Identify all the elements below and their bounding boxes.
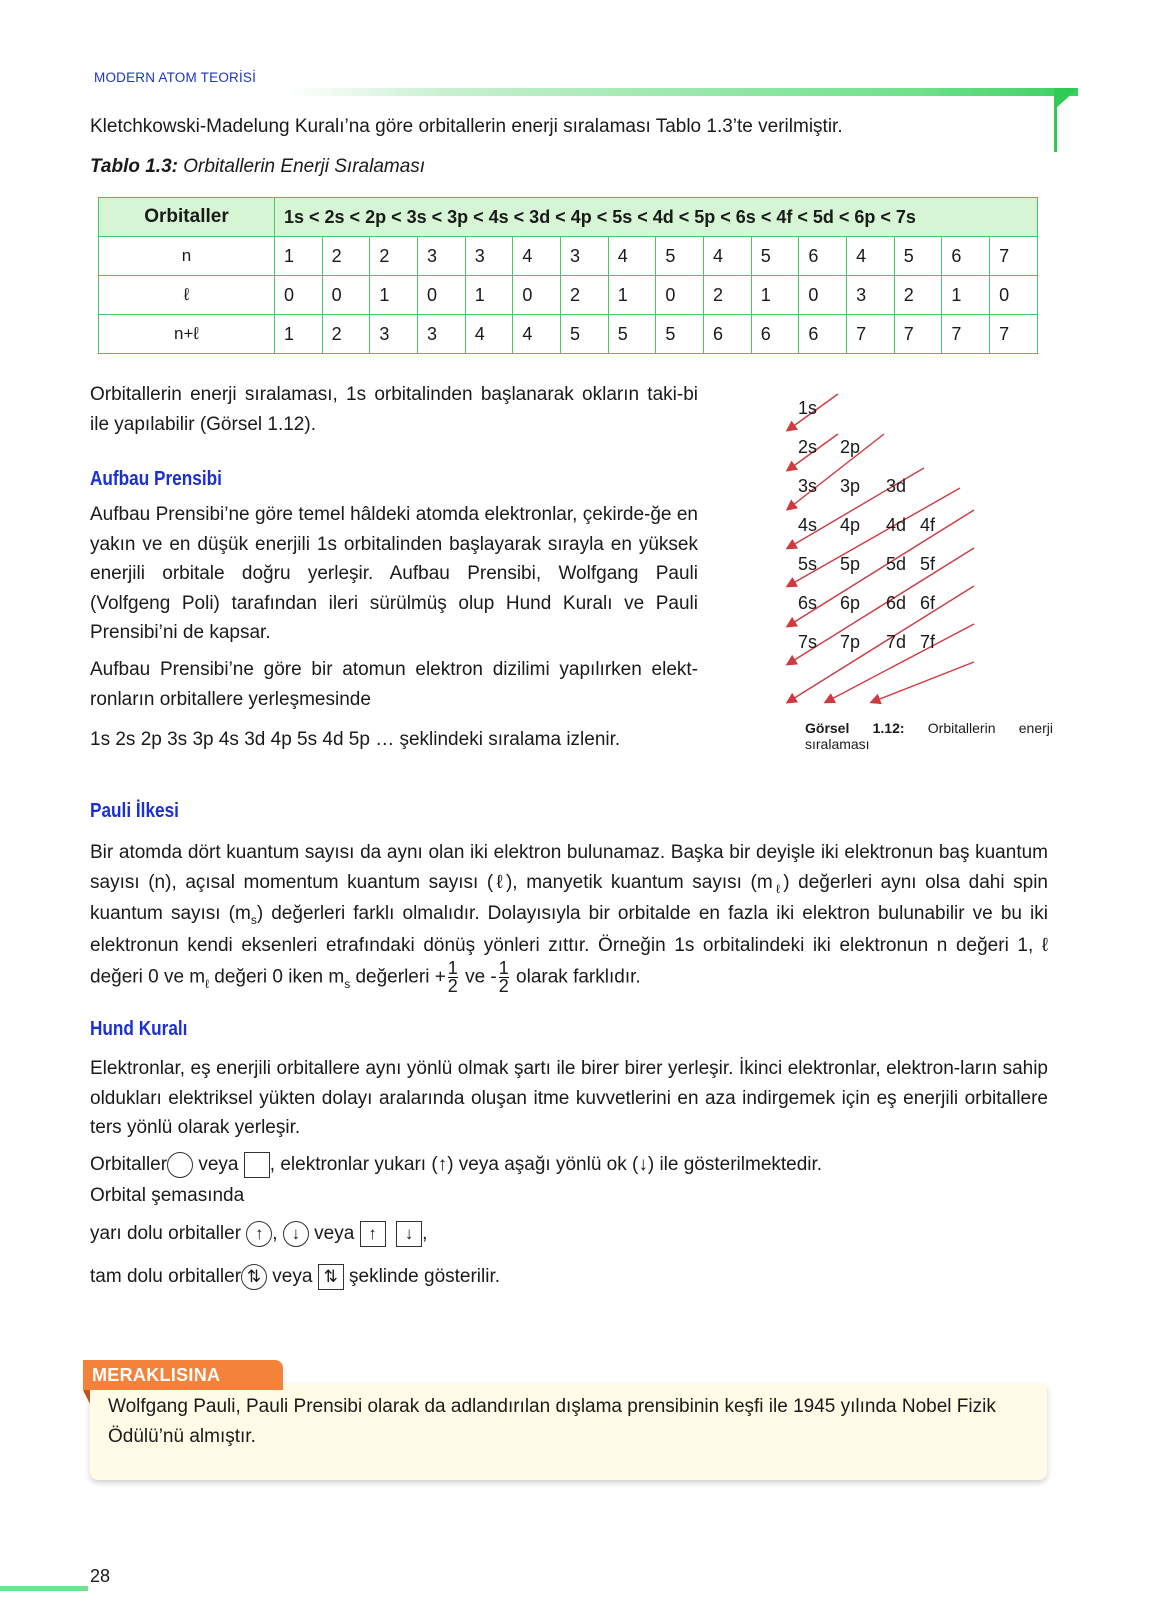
table-cell: 0 — [275, 276, 323, 315]
table-header-label: Orbitaller — [99, 198, 275, 237]
orbital-label: 3p — [840, 476, 861, 496]
table-cell: 3 — [418, 237, 466, 276]
half-filled-line: yarı dolu orbitaller ↑ , ↓ veya ↑ ↓ , — [90, 1219, 427, 1249]
aufbau-heading: Aufbau Prensibi — [90, 468, 222, 490]
table-cell: 3 — [847, 276, 895, 315]
footer-bar — [0, 1586, 88, 1591]
orbital-label: 6s — [798, 593, 818, 613]
hund-heading: Hund Kuralı — [90, 1018, 188, 1040]
table-cell: 7 — [990, 237, 1038, 276]
aufbau-paragraph-2: Aufbau Prensibi’ne göre bir atomun elektron dizilimi yapılırken elekt-ronların orbitallere yerleşmesinde — [90, 659, 698, 710]
meraklisina-text: Wolfgang Pauli, Pauli Prensibi olarak da adlandırılan dışlama prensibinin keşfi ile 1945 yılında Nobel Fizik Ödülü’nü almıştır. — [108, 1396, 996, 1447]
full-filled-line: tam dolu orbitaller ⇅ veya ⇅ şeklinde gösterilir. — [90, 1262, 500, 1292]
table-cell: 6 — [704, 315, 752, 354]
header-flag — [1054, 88, 1078, 110]
table-cell: 4 — [465, 315, 513, 354]
figure-caption-text: Orbitallerin enerji sıralaması — [805, 720, 1053, 752]
table-cell: 4 — [847, 237, 895, 276]
full-filled-circle-icon: ⇅ — [241, 1264, 267, 1290]
square-orbital-icon — [244, 1152, 270, 1178]
orbital-label: 4p — [840, 515, 861, 535]
table-cell: 7 — [942, 315, 990, 354]
running-header: MODERN ATOM TEORİSİ — [94, 70, 257, 85]
orbital-label: 6p — [840, 593, 861, 613]
down-arrow-icon: ↓ — [638, 1154, 648, 1175]
header-corner-line — [1054, 88, 1057, 152]
table-cell: 1 — [465, 276, 513, 315]
table-cell: 5 — [894, 237, 942, 276]
half-filled-circle-up-icon: ↑ — [246, 1221, 272, 1247]
intro-text: Kletchkowski-Madelung Kuralı’na göre orbitallerin enerji sıralaması Tablo 1.3’te verilmiştir. — [90, 116, 843, 137]
table-row-label: n — [99, 237, 275, 276]
table-cell: 7 — [847, 315, 895, 354]
half-filled-square-up-icon: ↑ — [360, 1221, 386, 1247]
table-cell: 5 — [656, 315, 704, 354]
hund-paragraph: Elektronlar, eş enerjili orbitallere aynı yönlü olmak şartı ile birer birer yerleşir. İkinci elektronlar, elektron-ların sahip oldukları elektriksel yükten dolayı aralarında oluşan itme kuvvetlerini en aza indirgemek için eş enerjili orbitallere ters yönlü olarak yerleşir. — [90, 1058, 1048, 1138]
table-cell: 6 — [799, 237, 847, 276]
orbital-label: 2s — [798, 437, 818, 457]
header-gradient-bar — [288, 88, 1078, 96]
orbital-label: 5d — [886, 554, 907, 574]
orbital-label: 7d — [886, 632, 907, 652]
diagonal-arrow — [872, 662, 974, 702]
table-cell: 2 — [370, 237, 418, 276]
table-cell: 2 — [704, 276, 752, 315]
table-cell: 7 — [894, 315, 942, 354]
orbital-label: 5s — [798, 554, 818, 574]
orbital-label: 5p — [840, 554, 861, 574]
table-cell: 7 — [990, 315, 1038, 354]
page-number: 28 — [90, 1566, 111, 1586]
full-filled-square-icon: ⇅ — [318, 1264, 344, 1290]
table-row-label: n+ℓ — [99, 315, 275, 354]
table-cell: 5 — [608, 315, 656, 354]
orbital-label: 3d — [886, 476, 907, 496]
table-cell: 1 — [942, 276, 990, 315]
fraction-minus-half: $\frac{1}{2}$ — [498, 958, 509, 996]
table-header-order: 1s < 2s < 2p < 3s < 3p < 4s < 3d < 4p < 5s < 4d < 5p < 6s < 4f < 5d < 6p < 7s — [275, 198, 1038, 237]
orbital-label: 7f — [920, 632, 936, 652]
table-cell: 4 — [513, 315, 561, 354]
table-cell: 0 — [322, 276, 370, 315]
table-cell: 4 — [704, 237, 752, 276]
table-cell: 5 — [656, 237, 704, 276]
table-cell: 2 — [561, 276, 609, 315]
table-cell: 2 — [322, 237, 370, 276]
table-cell: 2 — [894, 276, 942, 315]
figure-caption — [805, 720, 1053, 752]
table-cell: 6 — [799, 315, 847, 354]
pauli-paragraph: Bir atomda dört kuantum sayısı da aynı olan iki elektron bulunamaz. Başka bir deyişle iki elektronun baş kuantum sayısı (n), açısal momentum kuantum sayısı (ℓ), manyetik kuantum sayısı $(m_\ell)$ değerleri aynı olsa dahi spin kuantum sayısı $(m_s)$ değerleri farklı olmalıdır. Dolayısıyla bir orbitalde en fazla iki elektron bulunabilir ve bu iki elektronun kendi eksenleri etrafındaki dönüş yönleri zıttır. Örneğin 1s orbitalindeki iki elektronun n değeri 1, ℓ değeri 0 ve $m_\ell$ değeri 0 iken $m_s$ değerleri + $\frac{1}{2}$ ve - $\frac{1}{2}$ olarak farklıdır. — [90, 842, 1048, 996]
fraction-plus-half: $\frac{1}{2}$ — [447, 958, 458, 996]
table-cell: 3 — [370, 315, 418, 354]
orbital-label: 5f — [920, 554, 936, 574]
table-row — [99, 276, 1038, 315]
orbital-label: 4d — [886, 515, 907, 535]
table-cell: 1 — [370, 276, 418, 315]
pauli-heading: Pauli İlkesi — [90, 800, 179, 822]
table-cell: 3 — [561, 237, 609, 276]
orbital-label: 3s — [798, 476, 818, 496]
table-cell: 3 — [418, 315, 466, 354]
hund-schema-line: Orbital şemasında — [90, 1185, 245, 1206]
table-cell: 3 — [465, 237, 513, 276]
table-cell: 0 — [513, 276, 561, 315]
table-cell: 0 — [418, 276, 466, 315]
orbital-label: 6d — [886, 593, 907, 613]
orbital-label: 4s — [798, 515, 818, 535]
table-cell: 4 — [608, 237, 656, 276]
table-cell: 1 — [751, 276, 799, 315]
table-row — [99, 237, 1038, 276]
table-cell: 0 — [656, 276, 704, 315]
table-cell: 5 — [751, 237, 799, 276]
table-row-label: ℓ — [99, 276, 275, 315]
meraklisina-tab-fold — [83, 1390, 90, 1404]
hund-orbital-symbols-line: Orbitaller veya , elektronlar yukarı (↑) veya aşağı yönlü ok (↓) ile gösterilmektedir. — [90, 1150, 1048, 1180]
table-cell: 0 — [799, 276, 847, 315]
half-filled-square-down-icon: ↓ — [396, 1221, 422, 1247]
table-cell: 2 — [322, 315, 370, 354]
orbital-label: 1s — [798, 398, 818, 418]
table-caption — [90, 152, 425, 182]
table-cell: 1 — [608, 276, 656, 315]
orbital-label: 4f — [920, 515, 936, 535]
aufbau-paragraph-3: 1s 2s 2p 3s 3p 4s 3d 4p 5s 4d 5p … şeklindeki sıralama izlenir. — [90, 729, 621, 750]
orbital-label: 2p — [840, 437, 861, 457]
meraklisina-title: MERAKLISINA — [92, 1365, 221, 1385]
table-caption-label: Tablo 1.3: — [90, 156, 178, 177]
half-filled-circle-down-icon: ↓ — [283, 1221, 309, 1247]
table-cell: 4 — [513, 237, 561, 276]
table-cell: 1 — [275, 237, 323, 276]
orbital-label: 7s — [798, 632, 818, 652]
orbital-order-diagram — [780, 390, 1050, 710]
orbital-label: 6f — [920, 593, 936, 613]
orbital-energy-table — [98, 197, 1038, 354]
orbital-label: 7p — [840, 632, 861, 652]
table-caption-text: Orbitallerin Enerji Sıralaması — [177, 156, 426, 177]
table-row — [99, 315, 1038, 354]
aufbau-paragraph-1: Aufbau Prensibi’ne göre temel hâldeki atomda elektronlar, çekirde-ğe en yakın ve en düşük enerjili 1s orbitalinden başlayarak sırayla en yüksek enerjili orbitale doğru yerleşir. Aufbau Prensibi, Wolfgang Pauli (Volfgeng Poli) tarafından ileri sürülmüş olup Hund Kuralı ve Pauli Prensibi’ni de kapsar. — [90, 504, 698, 643]
table-cell: 6 — [942, 237, 990, 276]
table-cell: 0 — [990, 276, 1038, 315]
table-header-row — [99, 198, 1038, 237]
energy-order-paragraph: Orbitallerin enerji sıralaması, 1s orbitalinden başlanarak okların taki-bi ile yapılabilir (Görsel 1.12). — [90, 384, 698, 435]
circle-orbital-icon — [167, 1152, 193, 1178]
table-cell: 6 — [751, 315, 799, 354]
table-body — [99, 237, 1038, 354]
figure-caption-label: Görsel 1.12: — [805, 720, 905, 736]
up-arrow-icon: ↑ — [437, 1154, 448, 1175]
table-cell: 1 — [275, 315, 323, 354]
table-cell: 5 — [561, 315, 609, 354]
